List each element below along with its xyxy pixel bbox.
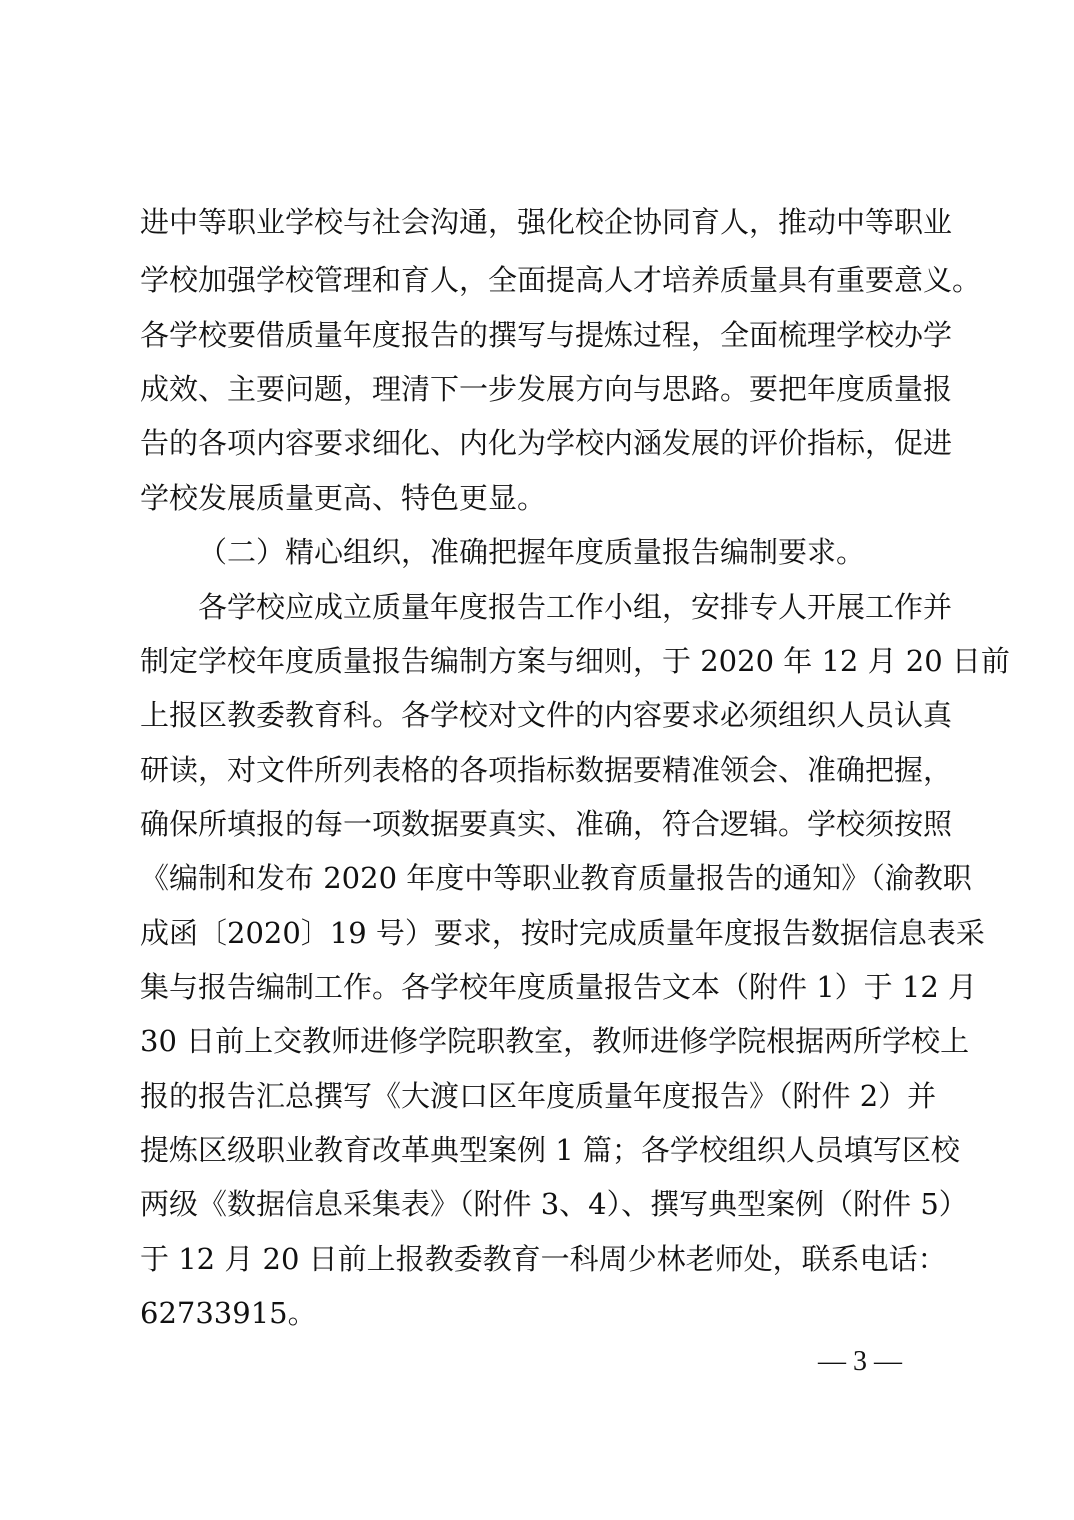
paragraph-2-line-11: 提炼区级职业教育改革典型案例 1 篇；各学校组织人员填写区校 [140, 1133, 960, 1167]
paragraph-2-line-4: 研读，对文件所列表格的各项指标数据要精准领会、准确把握， [140, 753, 953, 787]
paragraph-2-line-14: 62733915。 [140, 1296, 317, 1330]
paragraph-2-line-12: 两级《数据信息采集表》（附件 3、4）、撰写典型案例（附件 5） [140, 1187, 968, 1221]
paragraph-1-line-1: 进中等职业学校与社会沟通，强化校企协同育人，推动中等职业 [140, 205, 953, 239]
paragraph-1-line-6: 学校发展质量更高、特色更显。 [140, 481, 547, 515]
paragraph-2-line-1: 各学校应成立质量年度报告工作小组，安排专人开展工作并 [198, 590, 953, 624]
paragraph-2-line-5: 确保所填报的每一项数据要真实、准确，符合逻辑。学校须按照 [140, 807, 953, 841]
paragraph-2-line-13: 于 12 月 20 日前上报教委教育一科周少林老师处，联系电话： [140, 1242, 947, 1276]
paragraph-1-line-5: 告的各项内容要求细化、内化为学校内涵发展的评价指标，促进 [140, 426, 953, 460]
paragraph-2-line-3: 上报区教委教育科。各学校对文件的内容要求必须组织人员认真 [140, 698, 953, 732]
paragraph-2-line-6: 《编制和发布 2020 年度中等职业教育质量报告的通知》（渝教职 [140, 861, 972, 895]
paragraph-1-line-2: 学校加强学校管理和育人，全面提高人才培养质量具有重要意义。 [140, 263, 982, 297]
paragraph-2-line-2: 制定学校年度质量报告编制方案与细则，于 2020 年 12 月 20 日前 [140, 644, 1010, 678]
paragraph-1-line-4: 成效、主要问题，理清下一步发展方向与思路。要把年度质量报 [140, 372, 953, 406]
page-number: — 3 — [818, 1346, 902, 1377]
paragraph-2-line-10: 报的报告汇总撰写《大渡口区年度质量年度报告》（附件 2）并 [140, 1079, 937, 1113]
paragraph-1-line-3: 各学校要借质量年度报告的撰写与提炼过程，全面梳理学校办学 [140, 318, 953, 352]
section-heading: （二）精心组织，准确把握年度质量报告编制要求。 [198, 535, 866, 569]
paragraph-2-line-8: 集与报告编制工作。各学校年度质量报告文本（附件 1）于 12 月 [140, 970, 978, 1004]
paragraph-2-line-9: 30 日前上交教师进修学院职教室，教师进修学院根据两所学校上 [140, 1024, 970, 1058]
paragraph-2-line-7: 成函〔2020〕19 号）要求，按时完成质量年度报告数据信息表采 [140, 916, 985, 950]
